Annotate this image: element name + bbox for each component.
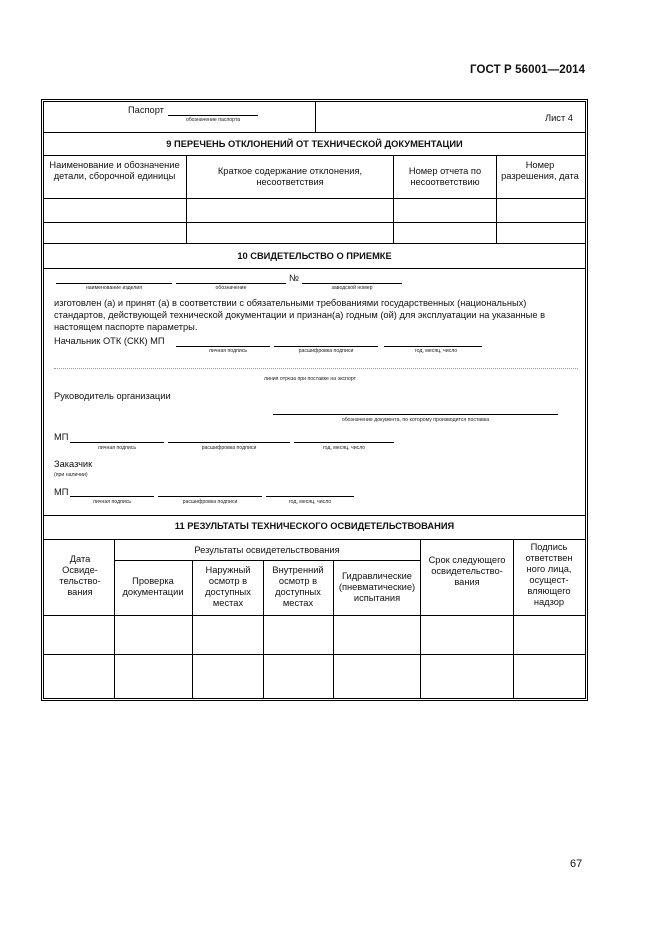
divider (43, 539, 586, 540)
divider (43, 268, 586, 269)
s9-col-content: Краткое содержание отклонения, несоответствия (217, 166, 363, 187)
divider (513, 539, 514, 699)
divider (263, 560, 264, 699)
paragraph-line3: настоящем паспорте параметры. (54, 322, 198, 332)
s11-sub-docs: Проверка документации (122, 576, 184, 597)
serial-line (302, 283, 402, 284)
paragraph-line2: стандартов, действующей технической документации и признан(а) годным (ой) для эксплуатации на указанные в (54, 310, 546, 320)
divider (43, 243, 586, 244)
section9-title: 9 ПЕРЕЧЕНЬ ОТКЛОНЕНИЙ ОТ ТЕХНИЧЕСКОЙ ДОКУМЕНТАЦИИ (166, 139, 463, 149)
divider (186, 155, 187, 243)
export-cutoff-line (54, 368, 578, 369)
designation-line (176, 283, 286, 284)
caption-head-signature: личная подпись (97, 445, 137, 451)
caption-supply-doc: обозначение документа, по которому производится поставка (341, 417, 490, 423)
otk-signature-line (176, 346, 270, 347)
divider (43, 155, 586, 156)
otk-label: Начальник ОТК (СКК) МП (54, 336, 165, 346)
s11-col-term: Срок следующего освидетельство-вания (428, 555, 506, 587)
divider (420, 539, 421, 699)
caption-product-name: наименование изделия (85, 285, 143, 291)
s11-sub-inner: Внутренний осмотр в доступных местах (272, 565, 324, 608)
section11-title: 11 РЕЗУЛЬТАТЫ ТЕХНИЧЕСКОГО ОСВИДЕТЕЛЬСТВОВАНИЯ (174, 521, 455, 531)
customer-note: (при наличии) (54, 472, 88, 478)
s9-col-report: Номер отчета по несоответствию (408, 166, 482, 187)
head-signature-line (70, 442, 164, 443)
caption-otk-decode: расшифровка подписи (298, 348, 354, 354)
s11-col-sign: Подпись ответствен ного лица, осущест-вляющего надзор (525, 542, 573, 607)
passport-divider (315, 101, 316, 132)
sheet-label: Лист 4 (545, 113, 573, 123)
otk-decode-line (274, 346, 378, 347)
divider (114, 560, 420, 561)
paragraph-line1: изготовлен (а) и принят (а) в соответствии с обязательными требованиями государственных (национальных) (54, 298, 527, 308)
caption-customer-date: год, месяц, число (288, 499, 332, 505)
customer-date-line (266, 496, 354, 497)
s11-col-date: Дата Освиде-тельство-вания (59, 554, 101, 597)
head-decode-line (168, 442, 290, 443)
divider (393, 155, 394, 243)
divider (114, 539, 115, 699)
customer-signature-line (70, 496, 154, 497)
s9-col-part: Наименование и обозначение детали, сборочной единицы (49, 160, 180, 181)
head-date-line (294, 442, 394, 443)
caption-otk-date: год, месяц, число (414, 348, 458, 354)
section10-title: 10 СВИДЕТЕЛЬСТВО О ПРИЕМКЕ (237, 251, 392, 261)
customer-decode-line (158, 496, 262, 497)
table-row (43, 222, 586, 223)
product-name-line (56, 283, 172, 284)
caption-designation: обозначение (215, 285, 247, 291)
caption-customer-decode: расшифровка подписи (182, 499, 238, 505)
standard-number: ГОСТ Р 56001—2014 (470, 64, 586, 76)
passport-caption: обозначение паспорта (185, 117, 241, 123)
divider (496, 155, 497, 243)
table-row (43, 615, 586, 616)
table-row (43, 198, 586, 199)
s9-col-permit: Номер разрешения, дата (501, 160, 579, 181)
s11-sub-outer: Наружный осмотр в доступных местах (205, 565, 251, 608)
head-label: Руководитель организации (54, 391, 171, 401)
page-number: 67 (570, 858, 583, 870)
s11-sub-hydro: Гидравлические (пневматические) испытания (338, 571, 416, 603)
caption-head-decode: расшифровка подписи (201, 445, 257, 451)
number-sign: № (289, 273, 299, 283)
s11-col-results: Результаты освидетельствования (194, 545, 340, 555)
supply-doc-line (273, 414, 558, 415)
passport-label: Паспорт (128, 105, 164, 115)
caption-customer-signature: личная подпись (92, 499, 132, 505)
divider (192, 560, 193, 699)
caption-serial: заводской номер (331, 285, 373, 291)
customer-label: Заказчик (54, 459, 93, 469)
table-row (43, 654, 586, 655)
divider (43, 132, 586, 133)
otk-date-line (384, 346, 482, 347)
passport-number-line (168, 115, 258, 116)
caption-cutoff: линия отреза при поставке на экспорт (264, 376, 356, 382)
caption-otk-signature: личная подпись (208, 348, 248, 354)
divider (333, 560, 334, 699)
mp-label-customer: МП (54, 487, 69, 497)
caption-head-date: год, месяц, число (322, 445, 366, 451)
mp-label-head: МП (54, 432, 69, 442)
divider (43, 515, 586, 516)
